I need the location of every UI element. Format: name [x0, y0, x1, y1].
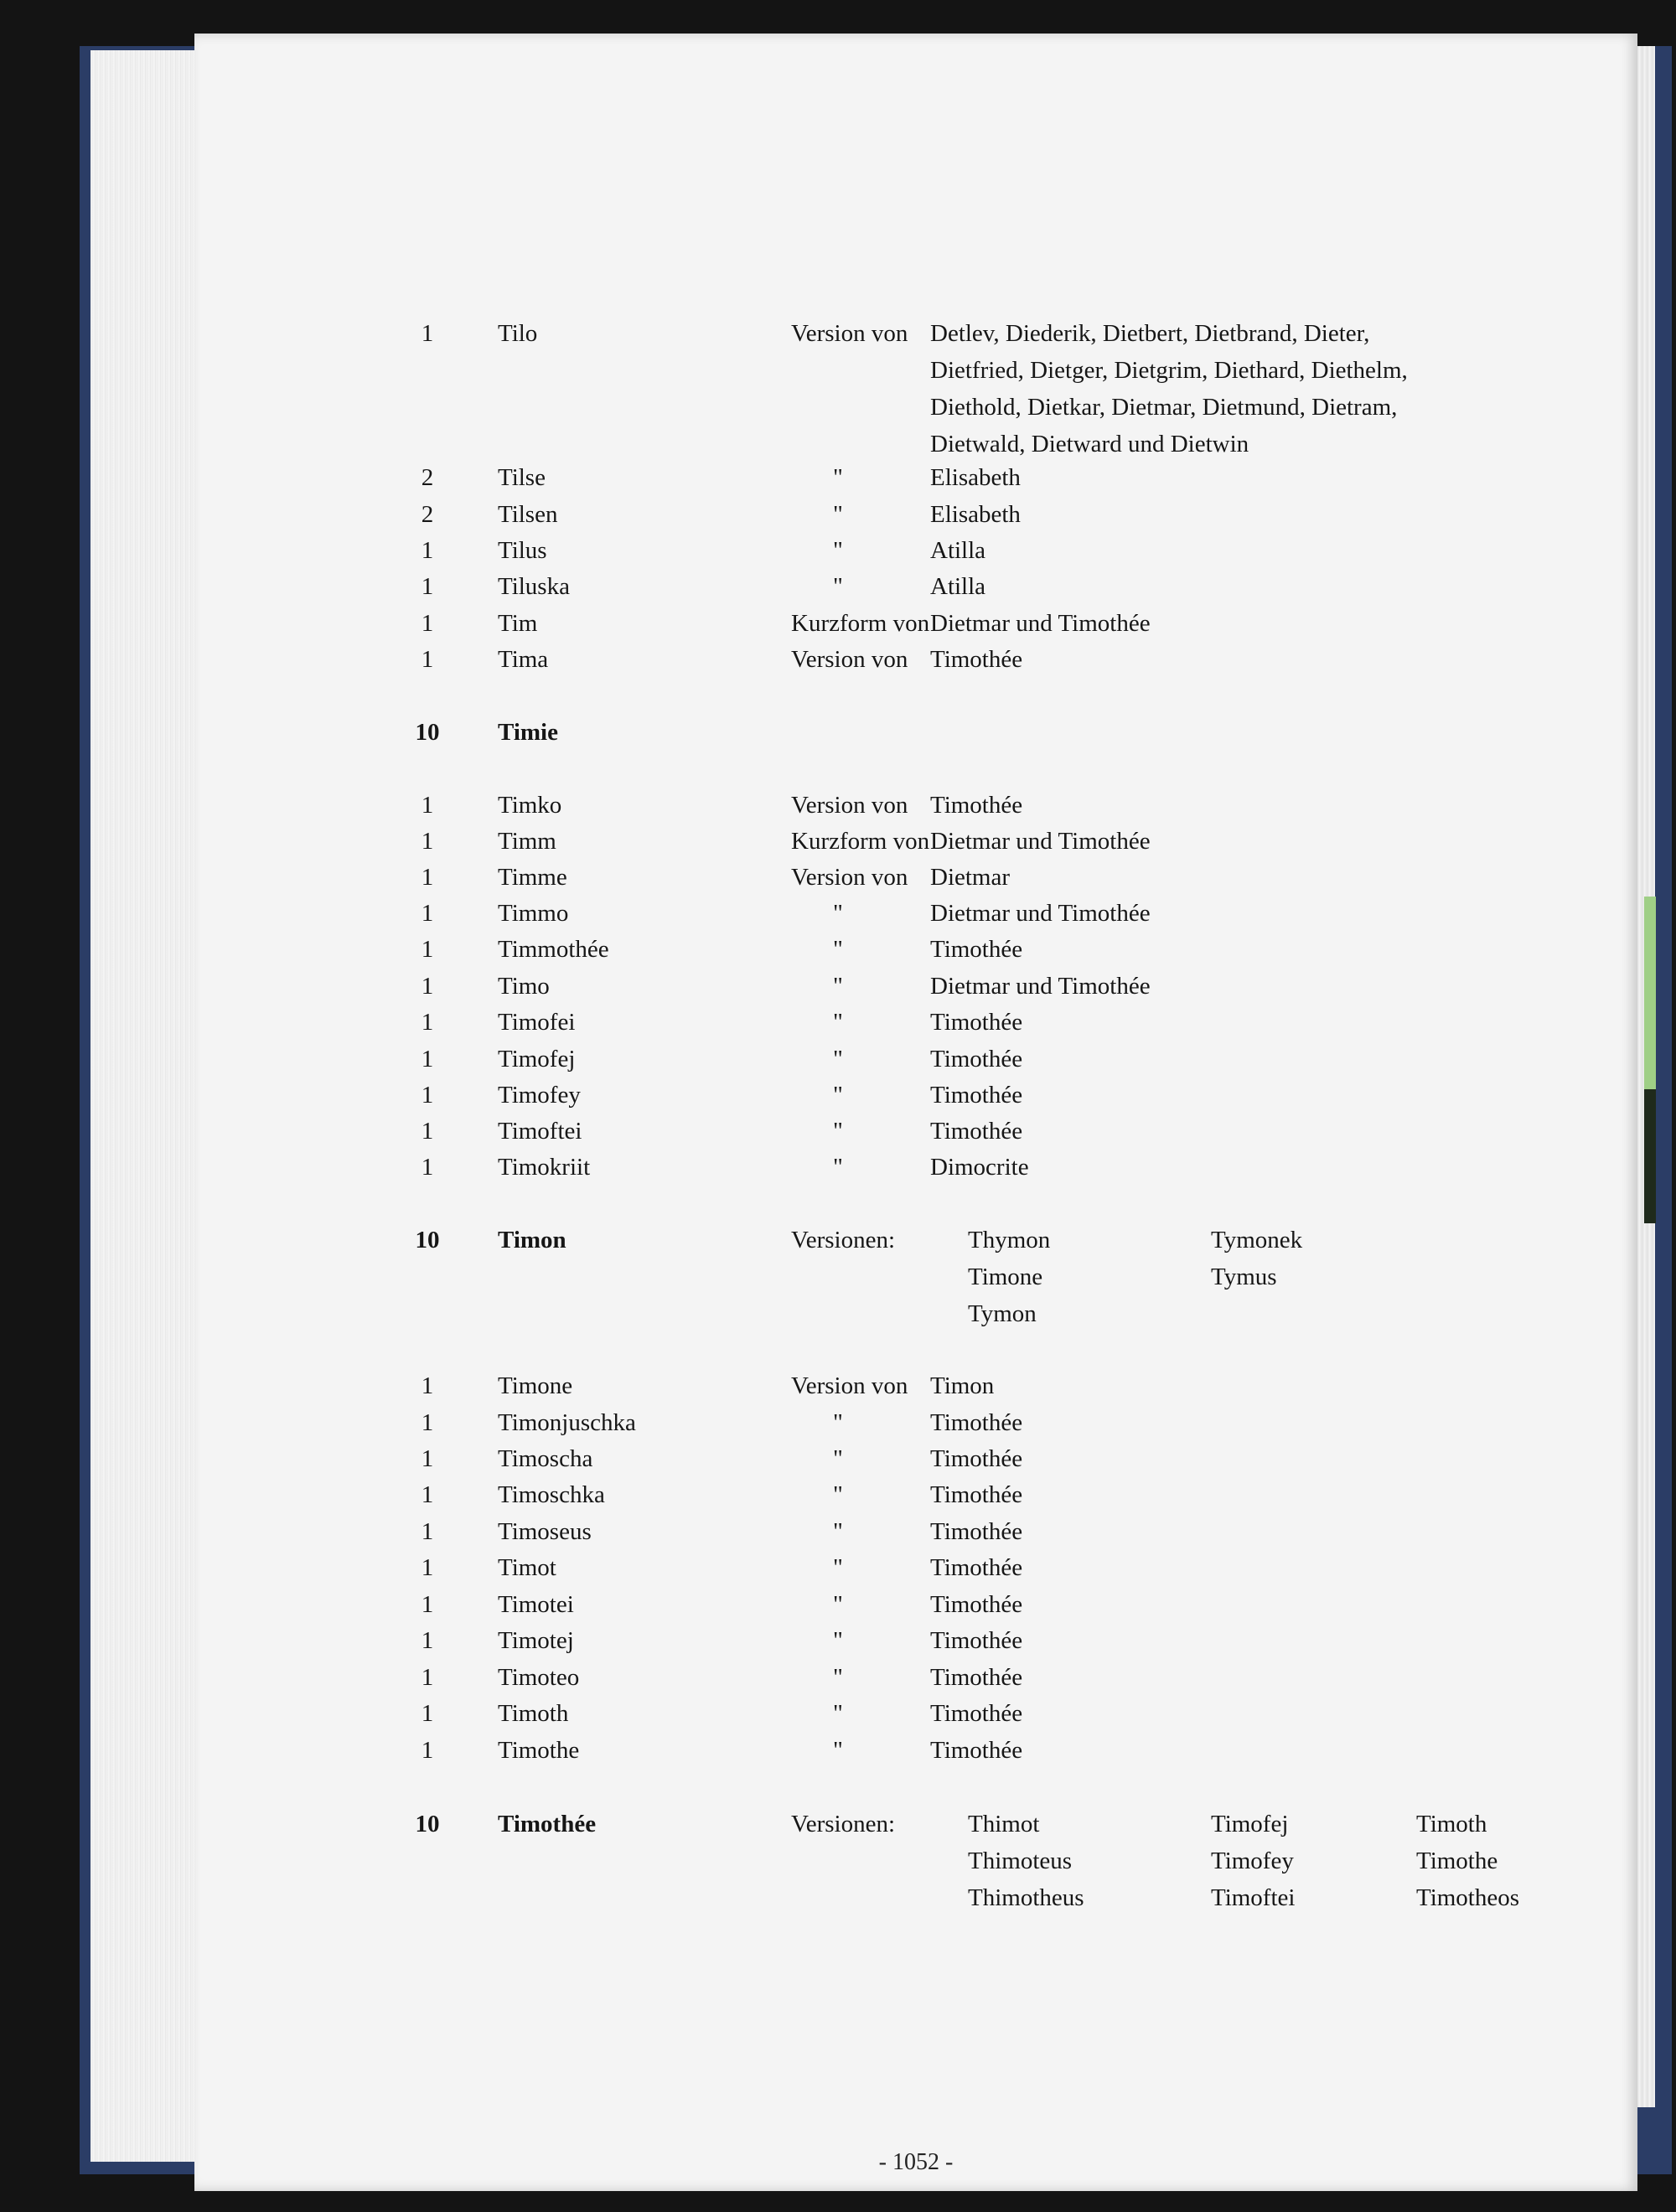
entry-name: Timm [498, 828, 556, 855]
entry-source-name: Timothée [930, 1046, 1023, 1072]
ditto-mark: " [833, 1737, 843, 1764]
entry-source-name: Timothée [930, 1664, 1023, 1691]
version-name: Thimotheus [968, 1884, 1084, 1911]
entry-source-name: Timon [930, 1372, 995, 1399]
ditto-mark: " [833, 1700, 843, 1727]
version-name: Timone [968, 1264, 1043, 1290]
version-name: Tymus [1211, 1264, 1277, 1290]
entry-source-name: Dietmar und Timothée [930, 828, 1151, 855]
entry-source-name: Timothée [930, 1118, 1023, 1145]
ditto-mark: " [833, 936, 843, 963]
entry-name: Tim [498, 610, 538, 637]
entry-count: 1 [421, 828, 434, 855]
entry-name: Timmo [498, 900, 569, 927]
entry-source-name: Timothée [930, 1409, 1023, 1436]
entry-name: Timoftei [498, 1118, 582, 1145]
version-name: Timothe [1416, 1848, 1498, 1874]
entry-name: Timmothée [498, 936, 609, 963]
entry-source-name: Elisabeth [930, 501, 1021, 528]
entry-source-name: Atilla [930, 573, 986, 600]
entry-count: 1 [421, 610, 434, 637]
entry-name: Tiluska [498, 573, 570, 600]
entry-count: 1 [421, 320, 434, 347]
entry-relation: Version von [791, 792, 908, 819]
entry-relation: Version von [791, 1372, 908, 1399]
ditto-mark: " [833, 1518, 843, 1545]
dark-index-tab [1644, 1089, 1656, 1223]
entry-relation: Version von [791, 864, 908, 891]
entry-name: Timofej [498, 1046, 576, 1072]
dictionary-page [194, 34, 1637, 2191]
entry-count: 1 [421, 1372, 434, 1399]
entry-source-name: Dietmar und Timothée [930, 900, 1151, 927]
entry-name: Timofei [498, 1009, 576, 1036]
entry-list [194, 34, 1637, 2191]
entry-source-name: Timothée [930, 792, 1023, 819]
entry-count: 1 [421, 1518, 434, 1545]
ditto-mark: " [833, 1409, 843, 1436]
ditto-mark: " [833, 1591, 843, 1618]
version-name: Timofej [1211, 1811, 1289, 1837]
entry-count: 10 [415, 719, 440, 746]
entry-name: Tilse [498, 464, 546, 491]
entry-source-name: Dimocrite [930, 1154, 1029, 1181]
entry-name: Timko [498, 792, 562, 819]
entry-count: 1 [421, 573, 434, 600]
source-name-line: Detlev, Diederik, Dietbert, Dietbrand, Dieter, [930, 320, 1370, 347]
entry-name: Timothée [498, 1811, 597, 1837]
entry-count: 1 [421, 537, 434, 564]
entry-name: Timoseus [498, 1518, 592, 1545]
version-name: Timotheos [1416, 1884, 1520, 1911]
entry-count: 1 [421, 864, 434, 891]
entry-relation: Version von [791, 320, 908, 347]
entry-name: Tilus [498, 537, 547, 564]
entry-count: 1 [421, 1154, 434, 1181]
entry-count: 1 [421, 1700, 434, 1727]
version-name: Timofey [1211, 1848, 1294, 1874]
entry-count: 10 [415, 1227, 440, 1253]
version-column [968, 1222, 1050, 1332]
entry-name: Timoschka [498, 1481, 605, 1508]
entry-name: Timot [498, 1554, 556, 1581]
entry-count: 1 [421, 1554, 434, 1581]
entry-count: 1 [421, 792, 434, 819]
entry-source-name: Timothée [930, 1627, 1023, 1654]
version-column [968, 1806, 1084, 1916]
entry-source-names [930, 315, 1408, 463]
ditto-mark: " [833, 1118, 843, 1145]
entry-source-name: Timothée [930, 646, 1023, 673]
entry-source-name: Atilla [930, 537, 986, 564]
green-index-tab [1644, 897, 1656, 1089]
entry-count: 1 [421, 1118, 434, 1145]
ditto-mark: " [833, 537, 843, 564]
version-name: Thymon [968, 1227, 1051, 1253]
entry-source-name: Dietmar [930, 864, 1011, 891]
entry-name: Timoscha [498, 1445, 593, 1472]
version-name: Thimoteus [968, 1848, 1073, 1874]
entry-count: 1 [421, 973, 434, 1000]
entry-count: 1 [421, 1481, 434, 1508]
entry-name: Timothe [498, 1737, 580, 1764]
entry-count: 10 [415, 1811, 440, 1837]
ditto-mark: " [833, 900, 843, 927]
entry-count: 1 [421, 1409, 434, 1436]
entry-name: Timokriit [498, 1154, 591, 1181]
entry-name: Tilo [498, 320, 538, 347]
entry-count: 1 [421, 900, 434, 927]
version-column [1211, 1806, 1295, 1916]
entry-name: Timofey [498, 1082, 581, 1109]
entry-name: Tilsen [498, 501, 558, 528]
source-name-line: Diethold, Dietkar, Dietmar, Dietmund, Dietram, [930, 394, 1398, 421]
entry-name: Timoteo [498, 1664, 580, 1691]
entry-name: Timotei [498, 1591, 574, 1618]
entry-name: Timme [498, 864, 567, 891]
entry-name: Timon [498, 1227, 566, 1253]
entry-source-name: Dietmar und Timothée [930, 973, 1151, 1000]
entry-count: 1 [421, 936, 434, 963]
entry-count: 1 [421, 1737, 434, 1764]
version-column [1211, 1222, 1302, 1295]
version-name: Timoth [1416, 1811, 1487, 1837]
entry-count: 2 [421, 464, 434, 491]
ditto-mark: " [833, 1627, 843, 1654]
ditto-mark: " [833, 973, 843, 1000]
version-name: Timoftei [1211, 1884, 1296, 1911]
entry-count: 1 [421, 1082, 434, 1109]
entry-name: Timie [498, 719, 558, 746]
entry-name: Timo [498, 973, 550, 1000]
entry-count: 2 [421, 501, 434, 528]
entry-count: 1 [421, 1627, 434, 1654]
version-name: Thimot [968, 1811, 1040, 1837]
entry-source-name: Dietmar und Timothée [930, 610, 1151, 637]
ditto-mark: " [833, 1445, 843, 1472]
entry-count: 1 [421, 1046, 434, 1072]
entry-count: 1 [421, 1591, 434, 1618]
ditto-mark: " [833, 1154, 843, 1181]
entry-source-name: Timothée [930, 1009, 1023, 1036]
entry-source-name: Timothée [930, 936, 1023, 963]
entry-count: 1 [421, 1664, 434, 1691]
version-column [1416, 1806, 1519, 1916]
entry-count: 1 [421, 1009, 434, 1036]
entry-relation: Versionen: [791, 1227, 896, 1253]
entry-source-name: Timothée [930, 1737, 1023, 1764]
entry-name: Timonjuschka [498, 1409, 636, 1436]
entry-relation: Version von [791, 646, 908, 673]
ditto-mark: " [833, 1554, 843, 1581]
entry-name: Timone [498, 1372, 573, 1399]
entry-relation: Versionen: [791, 1811, 896, 1837]
ditto-mark: " [833, 1664, 843, 1691]
version-name: Tymonek [1211, 1227, 1303, 1253]
entry-count: 1 [421, 646, 434, 673]
ditto-mark: " [833, 464, 843, 491]
ditto-mark: " [833, 501, 843, 528]
entry-name: Timoth [498, 1700, 569, 1727]
source-name-line: Dietwald, Dietward und Dietwin [930, 431, 1249, 457]
ditto-mark: " [833, 1481, 843, 1508]
entry-source-name: Timothée [930, 1554, 1023, 1581]
entry-relation: Kurzform von [791, 828, 930, 855]
ditto-mark: " [833, 1009, 843, 1036]
entry-relation: Kurzform von [791, 610, 930, 637]
entry-source-name: Timothée [930, 1082, 1023, 1109]
entry-name: Tima [498, 646, 549, 673]
entry-source-name: Timothée [930, 1700, 1023, 1727]
entry-source-name: Timothée [930, 1518, 1023, 1545]
ditto-mark: " [833, 1082, 843, 1109]
version-name: Tymon [968, 1300, 1037, 1327]
entry-name: Timotej [498, 1627, 574, 1654]
ditto-mark: " [833, 1046, 843, 1072]
entry-source-name: Timothée [930, 1481, 1023, 1508]
page-number: - 1052 - [878, 2149, 954, 2175]
entry-source-name: Timothée [930, 1591, 1023, 1618]
entry-source-name: Timothée [930, 1445, 1023, 1472]
ditto-mark: " [833, 573, 843, 600]
entry-source-name: Elisabeth [930, 464, 1021, 491]
source-name-line: Dietfried, Dietger, Dietgrim, Diethard, Diethelm, [930, 357, 1408, 384]
entry-count: 1 [421, 1445, 434, 1472]
